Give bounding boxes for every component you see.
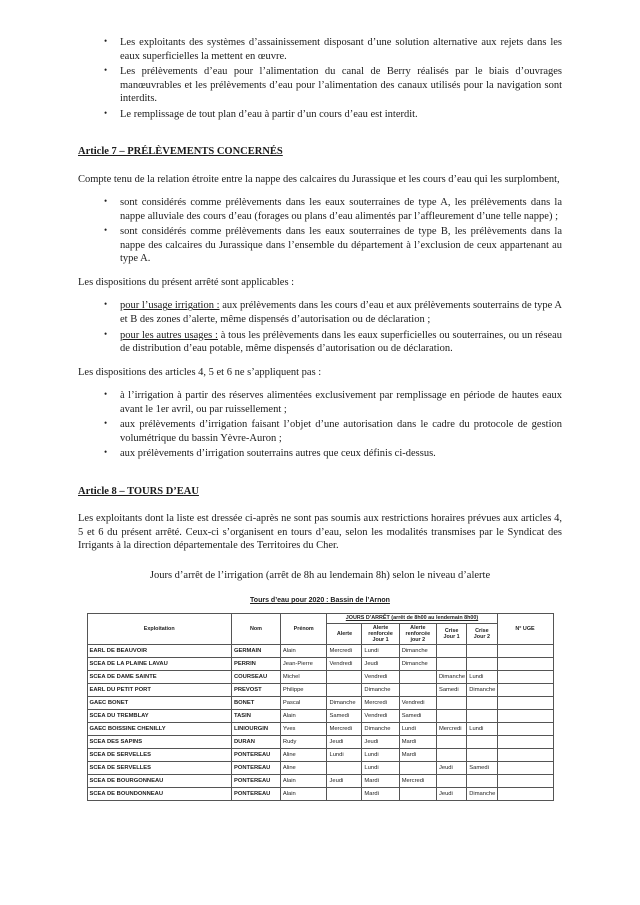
table-cell bbox=[467, 775, 497, 788]
table-row bbox=[87, 788, 553, 801]
table-cell: DURAN bbox=[231, 736, 280, 749]
table-row bbox=[87, 749, 553, 762]
table-cell bbox=[399, 671, 436, 684]
table-cell: Jeudi bbox=[362, 736, 399, 749]
table-cell: Mardi bbox=[362, 775, 399, 788]
table-cell: TASIN bbox=[231, 710, 280, 723]
table-cell: Samedi bbox=[436, 684, 466, 697]
table-cell: PONTEREAU bbox=[231, 775, 280, 788]
table-cell: Mardi bbox=[399, 749, 436, 762]
table-cell bbox=[497, 762, 553, 775]
table-cell bbox=[436, 710, 466, 723]
table-cell: SCEA DE BOURGONNEAU bbox=[87, 775, 231, 788]
type-b-bullet bbox=[100, 225, 562, 266]
table-cell bbox=[467, 736, 497, 749]
table-cell bbox=[327, 788, 362, 801]
exception-text: à l’irrigation à partir des réserves alimentées exclusivement par remplissage en période de hautes eaux avant le 1er avril, ou par ruissellement ; bbox=[120, 390, 562, 415]
table-cell: Dimanche bbox=[467, 788, 497, 801]
article-7-intro: Compte tenu de la relation étroite entre la nappe des calcaires du Jurassique et les cours d’eau qui les surplombent, bbox=[78, 173, 560, 185]
table-cell: Vendredi bbox=[362, 671, 399, 684]
table-row bbox=[87, 710, 553, 723]
exception-text: aux prélèvements d’irrigation souterrains autres que ceux définis ci-dessus. bbox=[120, 448, 436, 460]
table-cell bbox=[467, 645, 497, 658]
table-cell: LINIOURGIN bbox=[231, 723, 280, 736]
table-cell: Lundi bbox=[362, 645, 399, 658]
table-row bbox=[87, 684, 553, 697]
table-cell: SCEA DES SAPINS bbox=[87, 736, 231, 749]
table-cell: Jeudi bbox=[436, 788, 466, 801]
table-cell: Jeudi bbox=[436, 762, 466, 775]
table-cell: Dimanche bbox=[327, 697, 362, 710]
table-cell: SCEA DE LA PLAINE LAVAU bbox=[87, 658, 231, 671]
col-header-crise-j2: Crise Jour 2 bbox=[467, 623, 497, 645]
table-cell: Alain bbox=[280, 775, 327, 788]
table-cell: Lundi bbox=[362, 749, 399, 762]
table-cell: Samedi bbox=[399, 710, 436, 723]
table-header bbox=[87, 614, 553, 645]
intro-bullet-list bbox=[100, 36, 562, 121]
table-cell: SCEA DE SERVELLES bbox=[87, 762, 231, 775]
article-7-type-list bbox=[100, 196, 562, 266]
table-row bbox=[87, 658, 553, 671]
table-cell: Dimanche bbox=[399, 658, 436, 671]
exceptions-intro: Les dispositions des articles 4, 5 et 6 ne s’appliquent pas : bbox=[78, 366, 322, 378]
table-cell bbox=[399, 788, 436, 801]
type-a-text: sont considérés comme prélèvements dans les eaux souterraines de type A, les prélèvements dans la nappe alluviale des cours d’eau (forages ou plans d’eau alimentés par l’affleurement d’une telle nappe) ; bbox=[120, 197, 562, 222]
table-cell bbox=[497, 736, 553, 749]
table-cell bbox=[436, 749, 466, 762]
table-cell bbox=[436, 658, 466, 671]
table-cell: Yves bbox=[280, 723, 327, 736]
autres-usages-bullet bbox=[100, 329, 562, 356]
table-row bbox=[87, 762, 553, 775]
table-cell: Michel bbox=[280, 671, 327, 684]
table-cell: Mercredi bbox=[436, 723, 466, 736]
table-cell bbox=[327, 671, 362, 684]
applicables-list bbox=[100, 299, 562, 355]
table-cell: SCEA DE SERVELLES bbox=[87, 749, 231, 762]
table-cell: SCEA DE DAME SAINTE bbox=[87, 671, 231, 684]
table-cell: BONET bbox=[231, 697, 280, 710]
table-cell bbox=[399, 684, 436, 697]
table-cell: EARL DU PETIT PORT bbox=[87, 684, 231, 697]
exception-bullet bbox=[100, 389, 562, 416]
intro-bullet bbox=[100, 36, 562, 63]
col-header-prenom: Prénom bbox=[280, 614, 327, 645]
table-cell bbox=[497, 788, 553, 801]
col-group-jours-arret: JOURS D’ARRÊT (arrêt de 8h00 au lendemain 8h00) bbox=[327, 614, 497, 623]
exceptions-list bbox=[100, 389, 562, 461]
table-cell: PREVOST bbox=[231, 684, 280, 697]
table-cell bbox=[436, 775, 466, 788]
col-header-alerte-renforcee-j1: Alerte renforcée Jour 1 bbox=[362, 623, 399, 645]
table-cell bbox=[467, 749, 497, 762]
table-cell: SCEA DE BOUNDONNEAU bbox=[87, 788, 231, 801]
autres-usages-text: à tous les prélèvements dans les eaux superficielles ou souterraines, ou un réseau de distribution d’eau potable, même dispensés d’autorisation ou de déclaration. bbox=[120, 329, 562, 355]
table-cell bbox=[399, 762, 436, 775]
table-cell: Jeudi bbox=[327, 736, 362, 749]
table-row bbox=[87, 775, 553, 788]
table-row bbox=[87, 645, 553, 658]
col-header-alerte: Alerte bbox=[327, 623, 362, 645]
table-cell: Vendredi bbox=[399, 697, 436, 710]
table-cell: PERRIN bbox=[231, 658, 280, 671]
table-cell bbox=[497, 671, 553, 684]
intro-bullet-text: Le remplissage de tout plan d’eau à partir d’un cours d’eau est interdit. bbox=[120, 108, 418, 120]
table-cell bbox=[436, 645, 466, 658]
usage-irrigation-lead: pour l’usage irrigation : bbox=[120, 300, 220, 312]
exception-bullet bbox=[100, 447, 562, 461]
table-cell: Lundi bbox=[467, 671, 497, 684]
table-cell: Dimanche bbox=[362, 684, 399, 697]
intro-bullet bbox=[100, 65, 562, 106]
usage-irrigation-bullet bbox=[100, 299, 562, 326]
article-8-heading: Article 8 – TOURS D’EAU bbox=[78, 485, 199, 497]
table-cell: Vendredi bbox=[362, 710, 399, 723]
applicables-intro: Les dispositions du présent arrêté sont applicables : bbox=[78, 276, 295, 288]
table-cell: Mardi bbox=[362, 788, 399, 801]
table-cell: Jeudi bbox=[362, 658, 399, 671]
table-cell: PONTEREAU bbox=[231, 788, 280, 801]
table-cell bbox=[327, 684, 362, 697]
table-cell: Dimanche bbox=[399, 645, 436, 658]
table-body bbox=[87, 645, 553, 801]
table-cell: Mercredi bbox=[362, 697, 399, 710]
table-cell bbox=[436, 697, 466, 710]
table-cell: EARL DE BEAUVOIR bbox=[87, 645, 231, 658]
table-cell bbox=[497, 645, 553, 658]
table-cell: Rudy bbox=[280, 736, 327, 749]
table-caption: Tours d’eau pour 2020 : Bassin de l’Arnon bbox=[250, 597, 390, 605]
autres-usages-lead: pour les autres usages : bbox=[120, 329, 218, 341]
table-cell bbox=[436, 736, 466, 749]
type-b-text: sont considérés comme prélèvements dans les eaux souterraines de type B, les prélèvements dans la nappe des calcaires du Jurassique dans l’ensemble du département à l’exclusion de ceux appartenant au type A. bbox=[120, 226, 562, 265]
table-cell bbox=[497, 697, 553, 710]
article-7-heading: Article 7 – PRÉLÈVEMENTS CONCERNÉS bbox=[78, 146, 283, 158]
intro-bullet bbox=[100, 108, 562, 122]
table-cell bbox=[467, 658, 497, 671]
table-cell: Dimanche bbox=[362, 723, 399, 736]
table-title: Jours d’arrêt de l’irrigation (arrêt de 8h au lendemain 8h) selon le niveau d’alerte bbox=[149, 569, 491, 581]
table-cell: Alain bbox=[280, 645, 327, 658]
table-cell bbox=[497, 710, 553, 723]
table-cell bbox=[467, 710, 497, 723]
col-header-crise-j1: Crise Jour 1 bbox=[436, 623, 466, 645]
type-a-bullet bbox=[100, 196, 562, 223]
table-cell: Jeudi bbox=[327, 775, 362, 788]
table-cell: GAEC BONET bbox=[87, 697, 231, 710]
table-cell: Mercredi bbox=[399, 775, 436, 788]
table-cell: Lundi bbox=[467, 723, 497, 736]
col-header-numero: N° UGE bbox=[497, 614, 553, 645]
col-header-exploitation: Exploitation bbox=[87, 614, 231, 645]
article-8-paragraph: Les exploitants dont la liste est dressée ci-après ne sont pas soumis aux restrictions horaires prévues aux articles 4, 5 et 6 du présent arrêté. Ceux-ci s’organisent en tours d’eau, selon les modalités transmises par le Syndicat des Irrigants à la direction départementale des Territoires du Cher. bbox=[78, 513, 562, 552]
table-cell: Aline bbox=[280, 749, 327, 762]
table-cell: Aline bbox=[280, 762, 327, 775]
table-cell: Mercredi bbox=[327, 723, 362, 736]
intro-bullet-text: Les prélèvements d’eau pour l’alimentation du canal de Berry réalisés par le biais d’ouvrages manœuvrables et les prélèvements d’eau pour l’alimentation des canaux utilisés pour la navigation sont interdits. bbox=[120, 66, 562, 105]
table-cell: Mardi bbox=[399, 736, 436, 749]
table-cell: GERMAIN bbox=[231, 645, 280, 658]
table-cell bbox=[497, 749, 553, 762]
table-cell: Dimanche bbox=[436, 671, 466, 684]
col-header-alerte-renforcee-j2: Alerte renforcée jour 2 bbox=[399, 623, 436, 645]
usage-irrigation-text: aux prélèvements dans les cours d’eau et aux prélèvements souterrains de type A et B des zones d’alerte, même dispensés d’autorisation ou de déclaration ; bbox=[120, 300, 562, 325]
table-cell: COURSEAU bbox=[231, 671, 280, 684]
table-cell: Alain bbox=[280, 710, 327, 723]
col-header-nom: Nom bbox=[231, 614, 280, 645]
exception-bullet bbox=[100, 418, 562, 445]
table-cell: Lundi bbox=[362, 762, 399, 775]
table-cell: Vendredi bbox=[327, 658, 362, 671]
table-row bbox=[87, 697, 553, 710]
table-cell: Samedi bbox=[467, 762, 497, 775]
table-cell: Philippe bbox=[280, 684, 327, 697]
table-row bbox=[87, 736, 553, 749]
table-cell: Dimanche bbox=[467, 684, 497, 697]
intro-bullet-text: Les exploitants des systèmes d’assainissement disposant d’une solution alternative aux rejets dans les eaux superficielles la mettent en œuvre. bbox=[120, 37, 562, 62]
table-cell bbox=[467, 697, 497, 710]
tours-deau-table bbox=[87, 613, 554, 801]
table-cell: PONTEREAU bbox=[231, 762, 280, 775]
table-cell: Pascal bbox=[280, 697, 327, 710]
table-cell: PONTEREAU bbox=[231, 749, 280, 762]
exception-text: aux prélèvements d’irrigation faisant l’objet d’une autorisation dans le cadre du protocole de gestion volumétrique du bassin Yèvre-Auron ; bbox=[120, 419, 562, 444]
table-row bbox=[87, 671, 553, 684]
table-cell: Jean-Pierre bbox=[280, 658, 327, 671]
table-cell bbox=[497, 775, 553, 788]
table-cell: Mercredi bbox=[327, 645, 362, 658]
table-cell: SCEA DU TREMBLAY bbox=[87, 710, 231, 723]
table-cell bbox=[497, 684, 553, 697]
table-cell: Alain bbox=[280, 788, 327, 801]
table-cell: Samedi bbox=[327, 710, 362, 723]
table-cell: Lundi bbox=[327, 749, 362, 762]
table-cell bbox=[497, 723, 553, 736]
table-cell: GAEC BOISSINE CHENILLY bbox=[87, 723, 231, 736]
table-cell: Lundi bbox=[399, 723, 436, 736]
table-cell bbox=[327, 762, 362, 775]
table-cell bbox=[497, 658, 553, 671]
table-row bbox=[87, 723, 553, 736]
